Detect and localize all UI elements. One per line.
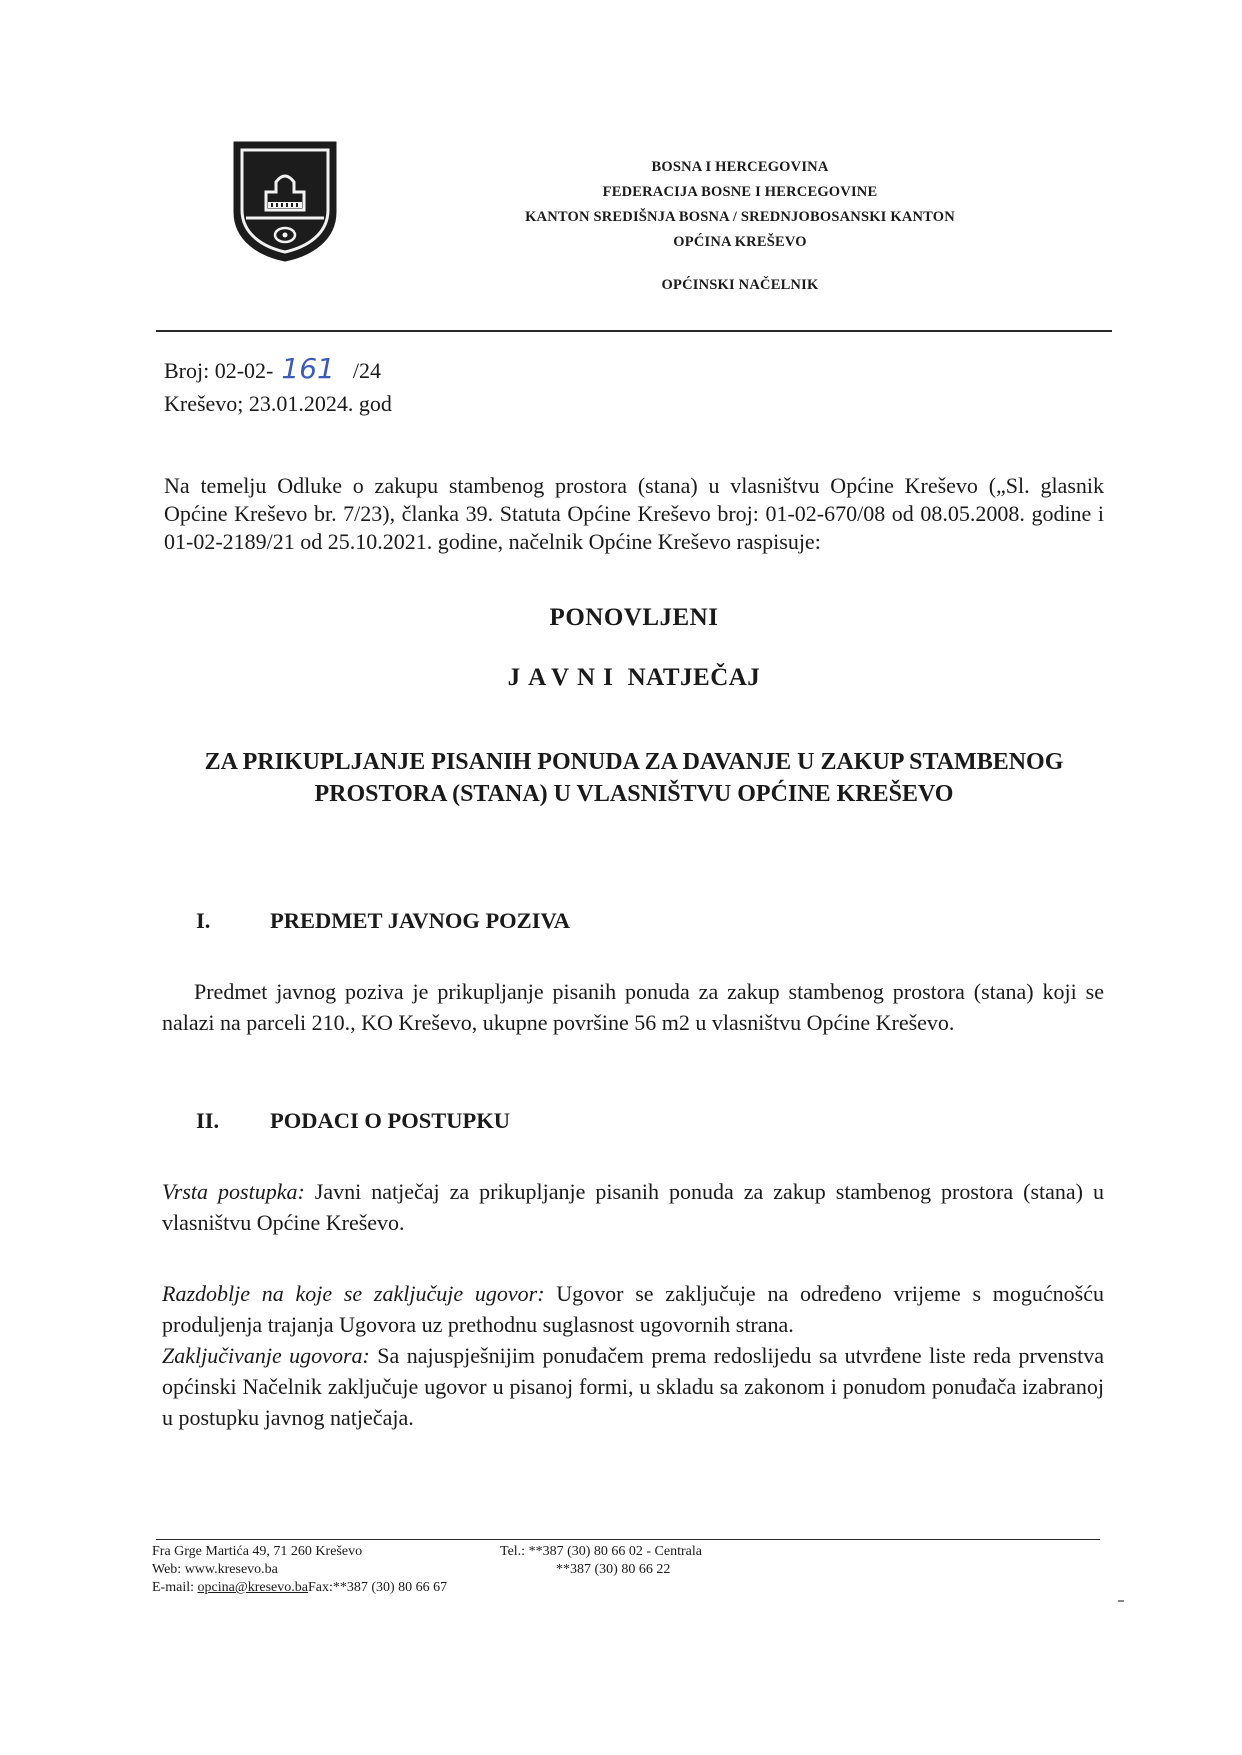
header-line-federation: FEDERACIJA BOSNE I HERCEGOVINE	[602, 184, 878, 200]
footer-email-fax	[152, 1579, 447, 1597]
procedure-type-text: Javni natječaj za prikupljanje pisanih ponuda za zakup stambenog prostora (stana) u vlasništvu Općine Kreševo.	[162, 1179, 1104, 1235]
procedure-type-label: Vrsta postupka:	[162, 1179, 305, 1204]
section-2-heading	[196, 1108, 510, 1134]
scan-mark	[1118, 1600, 1124, 1602]
contract-conclusion-paragraph	[162, 1340, 1104, 1433]
handwritten-number: 161	[281, 352, 335, 385]
subtitle	[156, 746, 1112, 810]
contract-conclusion-text: Sa najuspješnijim ponuđačem prema redoslijedu sa utvrđene liste reda prvenstva općinski Načelnik zaključuje ugovor u pisanoj formi, u skladu sa zakonom i ponudom ponuđača izabranoj u postupku javnog natječaja.	[162, 1343, 1105, 1430]
reference-number	[164, 352, 392, 387]
section-1-heading	[196, 908, 570, 934]
section-2-title: PODACI O POSTUPKU	[270, 1108, 511, 1133]
intro-paragraph: Na temelju Odluke o zakupu stambenog prostora (stana) u vlasništvu Općine Kreševo („Sl. glasnik Općine Kreševo br. 7/23), članka 39. Statuta Općine Kreševo broj: 01-02-670/08 od 08.05.2008. godine i 01-02-2189/21 od 25.10.2021. godine, načelnik Općine Kreševo raspisuje:	[164, 473, 1104, 554]
title-repeated: PONOVLJENI	[549, 604, 719, 631]
reference-prefix: Broj: 02-02-	[164, 358, 274, 383]
header-line-municipality: OPĆINA KREŠEVO	[673, 234, 807, 250]
reference-suffix: /24	[352, 358, 381, 383]
title-word: NATJEČAJ	[627, 664, 761, 691]
footer-contact-left	[152, 1543, 447, 1597]
contract-period-text: Ugovor se zaključuje na određeno vrijeme s mogućnošću produljenja trajanja Ugovora uz prethodnu suglasnost ugovornih strana.	[162, 1281, 1104, 1337]
section-2-number: II.	[196, 1108, 220, 1133]
contract-period-paragraph	[162, 1278, 1104, 1340]
header-office: OPĆINSKI NAČELNIK	[661, 277, 819, 293]
procedure-type-paragraph	[162, 1176, 1104, 1238]
footer-divider	[156, 1539, 1100, 1540]
contract-period-label: Razdoblje na koje se zaključuje ugovor:	[162, 1281, 545, 1306]
header-line-country: BOSNA I HERCEGOVINA	[651, 159, 829, 175]
footer-fax: Fax:**387 (30) 80 66 67	[307, 1580, 448, 1595]
title-public-competition	[156, 664, 1112, 692]
footer-web: Web: www.kresevo.ba	[152, 1562, 278, 1577]
footer-address: Fra Grge Martića 49, 71 260 Kreševo	[152, 1544, 363, 1559]
coat-of-arms-icon	[232, 140, 338, 262]
footer-tel-2: **387 (30) 80 66 22	[556, 1562, 671, 1577]
section-1-text: Predmet javnog poziva je prikupljanje pisanih ponuda za zakup stambenog prostora (stana) koji se nalazi na parceli 210., KO Kreševo, ukupne površine 56 m2 u vlasništvu Općine Kreševo.	[162, 979, 1104, 1035]
contract-conclusion-label: Zaključivanje ugovora:	[162, 1343, 370, 1368]
footer-email-label: E-mail:	[152, 1580, 198, 1595]
contract-terms-block	[162, 1278, 1104, 1433]
institution-header	[470, 155, 1010, 298]
section-1-number: I.	[196, 908, 211, 933]
place-date: Kreševo; 23.01.2024. god	[164, 391, 392, 416]
title-spaced-word: JAVNI	[507, 664, 621, 691]
footer-tel-central: Tel.: **387 (30) 80 66 02 - Centrala	[500, 1544, 702, 1559]
subtitle-line-1: ZA PRIKUPLJANJE PISANIH PONUDA ZA DAVANJE U ZAKUP STAMBENOG	[204, 749, 1064, 775]
header-line-canton: KANTON SREDIŠNJA BOSNA / SREDNJOBOSANSKI KANTON	[525, 209, 955, 225]
document-reference	[164, 352, 392, 420]
header-divider	[156, 330, 1112, 332]
subtitle-line-2: PROSTORA (STANA) U VLASNIŠTVU OPĆINE KREŠEVO	[314, 781, 954, 807]
section-1-title: PREDMET JAVNOG POZIVA	[270, 908, 571, 933]
footer-contact-right	[500, 1543, 702, 1579]
footer-email-link[interactable]: opcina@kresevo.ba	[197, 1580, 308, 1595]
